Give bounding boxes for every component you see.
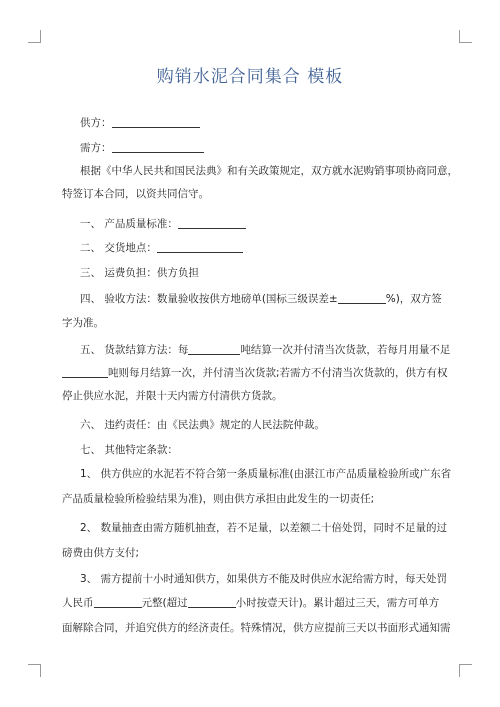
paragraph-line — [80, 292, 444, 306]
paragraph-line — [62, 366, 448, 380]
line-text: 根据《中华人民共和国民法典》和有关政策规定，双方就水泥购销事项协商同意， — [80, 165, 458, 177]
paragraph-line — [80, 343, 451, 357]
paragraph-line — [80, 164, 458, 178]
line-text: 需方： — [80, 142, 112, 154]
paragraph-line — [62, 546, 444, 560]
line-text: 三、 运费负担：供方负担 — [80, 267, 199, 279]
paragraph-line — [80, 418, 444, 432]
line-text: 特签订本合同，以资共同信守。 — [62, 188, 209, 200]
paragraph-line — [62, 316, 444, 330]
line-text: 吨则每月结算一次，并付清当次货款;若需方不付清当次货款的，供方有权 — [108, 367, 448, 379]
document-title: 购销水泥合同集合 模板 — [156, 67, 344, 87]
line-text: 供方： — [80, 117, 112, 129]
paragraph-line — [80, 467, 452, 481]
fill-in-blank[interactable] — [188, 344, 240, 355]
paragraph-line — [62, 492, 444, 506]
paragraph-line — [80, 141, 444, 155]
paragraph-line — [80, 241, 444, 255]
line-text: 1、 供方供应的水泥若不符合第一条质量标准(由湛江市产品质量检验所或广东省 — [80, 468, 452, 480]
paragraph-line — [80, 443, 444, 457]
paragraph-line — [62, 621, 451, 635]
line-text: 元整(超过 — [141, 597, 188, 609]
crop-mark-bottom-right — [459, 664, 472, 677]
crop-mark-top-right — [459, 30, 472, 43]
paragraph-line — [62, 389, 444, 403]
fill-in-blank[interactable] — [94, 597, 142, 608]
line-text: 面解除合同，并追究供方的经济责任。特殊情况，供方应提前三天以书面形式通知需 — [62, 622, 451, 634]
crop-mark-top-left — [28, 30, 41, 43]
line-text: 人民币 — [62, 597, 94, 609]
fill-in-blank[interactable] — [188, 597, 236, 608]
line-text: 3、 需方提前十小时通知供方，如果供方不能及时供应水泥给需方时，每天处罚 — [80, 573, 448, 585]
line-text: 吨结算一次并付清当次货款，若每月用量不足 — [240, 344, 451, 356]
line-text: 二、 交货地点： — [80, 242, 157, 254]
fill-in-blank[interactable] — [62, 367, 108, 378]
crop-mark-bottom-left — [28, 664, 41, 677]
fill-in-blank[interactable] — [338, 293, 386, 304]
line-text: 停止供应水泥，并限十天内需方付清供方货款。 — [62, 390, 283, 402]
line-text: 七、 其他特定条款： — [80, 444, 178, 456]
line-text: 五、 货款结算方法：每 — [80, 344, 189, 356]
fill-in-blank[interactable] — [112, 142, 204, 153]
paragraph-line — [80, 521, 448, 535]
paragraph-line — [80, 266, 444, 280]
fill-in-blank[interactable] — [178, 218, 246, 229]
line-text: 磅费由供方支付; — [62, 547, 140, 559]
paragraph-line — [62, 596, 444, 610]
line-text: 产品质量检验所检验结果为准)，则由供方承担由此发生的一切责任; — [62, 493, 375, 505]
line-text: 字为准。 — [62, 317, 104, 329]
fill-in-blank[interactable] — [112, 117, 200, 128]
line-text: 六、 违约责任：由《民法典》规定的人民法院仲裁。 — [80, 419, 325, 431]
line-text: 2、 数量抽查由需方随机抽查，若不足量，以差额二十倍处罚，同时不足量的过 — [80, 522, 448, 534]
line-text: 一、 产品质量标准： — [80, 218, 178, 230]
paragraph-line — [80, 116, 444, 130]
paragraph-line — [62, 187, 444, 201]
paragraph-line — [80, 572, 448, 586]
line-text: 小时按壹天计)。累计超过三天，需方可单方 — [235, 597, 440, 609]
fill-in-blank[interactable] — [157, 242, 243, 253]
paragraph-line — [80, 217, 444, 231]
line-text: 四、 验收方法：数量验收按供方地磅单(国标三级误差± — [80, 293, 338, 305]
line-text: %)，双方签 — [385, 293, 442, 305]
